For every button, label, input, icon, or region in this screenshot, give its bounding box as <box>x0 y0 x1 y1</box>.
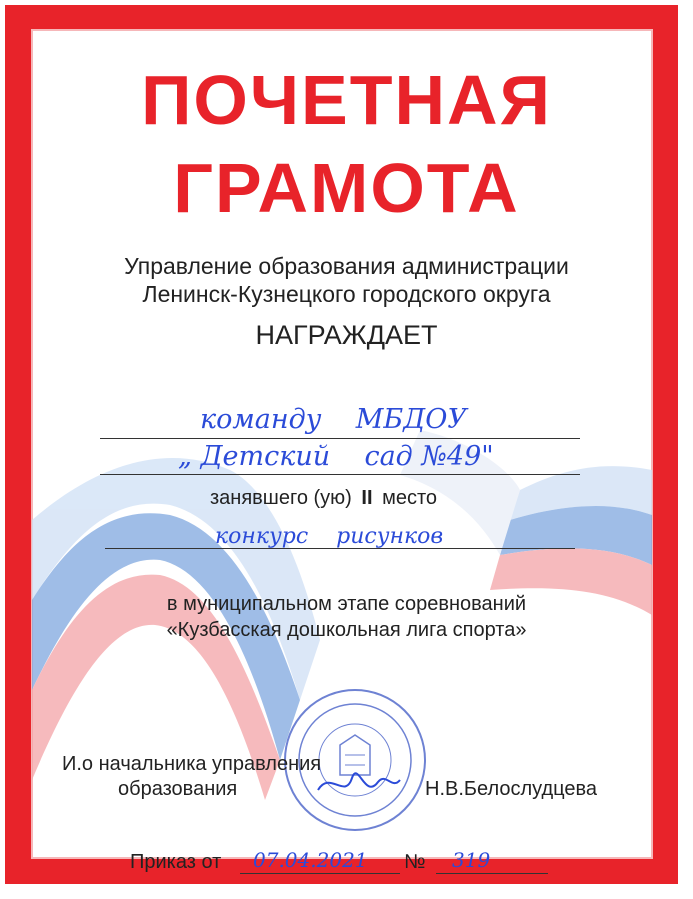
issuer-line1: Управление образования администрации <box>124 253 569 279</box>
place-suffix: место <box>382 487 438 509</box>
place-number: II <box>361 487 373 509</box>
recipient-line1: команду МБДОУ <box>200 404 467 435</box>
signatory-title-line1: И.о начальника управления <box>62 753 322 775</box>
order-label: Приказ от <box>130 851 222 873</box>
order-date-underline <box>240 873 400 874</box>
recipient-underline-2 <box>100 474 580 475</box>
place-prefix: занявшего (ую) <box>210 487 352 509</box>
order-number-underline <box>436 873 548 874</box>
recipient-line2: „ Детский сад №49" <box>178 441 494 472</box>
order-number-label: № <box>404 851 426 873</box>
recipient-underline-1 <box>100 438 580 439</box>
place-row <box>210 486 510 510</box>
event-line2: «Кузбасская дошкольная лига спорта» <box>166 619 527 641</box>
signatory-title-line2: образования <box>118 778 238 800</box>
signatory-name: Н.В.Белослудцева <box>425 778 598 800</box>
event-line1: в муниципальном этапе соревнований <box>166 593 527 615</box>
issuer-line2: Ленинск-Кузнецкого городского округа <box>142 281 551 307</box>
order-number: 319 <box>452 848 491 872</box>
certificate-title-line1: ПОЧЕТНАЯ <box>141 61 552 139</box>
certificate-title-line2: ГРАМОТА <box>173 149 520 227</box>
order-date: 07.04.2021 <box>253 848 368 872</box>
contest-name: конкурс рисунков <box>215 524 444 549</box>
awards-label: НАГРАЖДАЕТ <box>255 320 438 350</box>
